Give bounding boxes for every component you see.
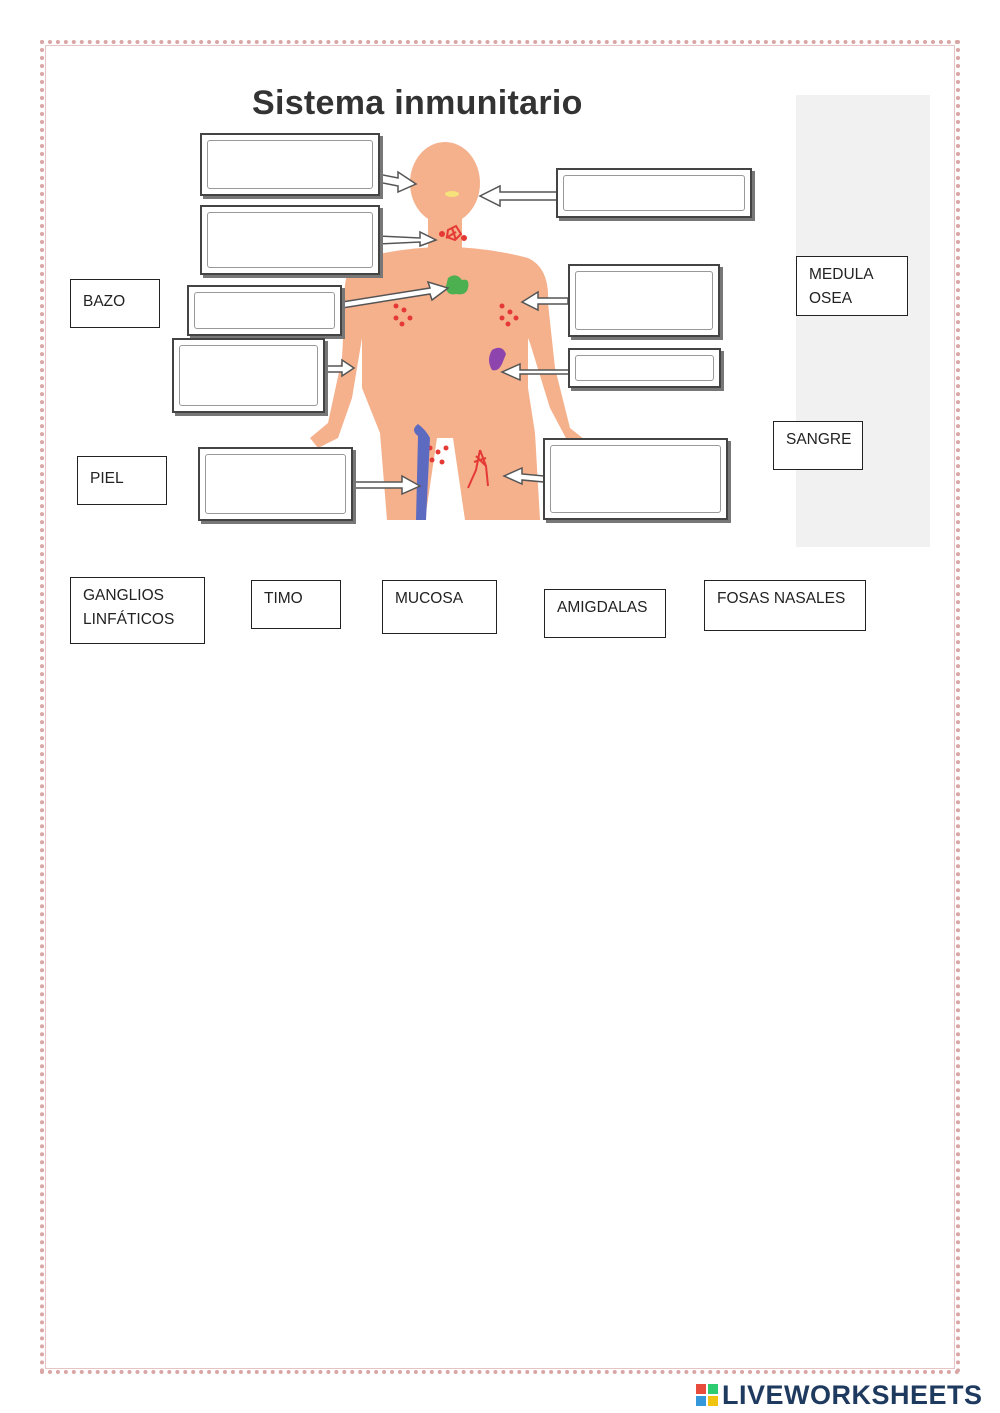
word-amigdalas[interactable] [544,589,666,638]
word-amigdalas-label: AMIGDALAS [557,599,648,616]
answer-box-6[interactable] [172,338,325,413]
answer-box-8[interactable] [198,447,353,521]
answer-box-7[interactable] [568,348,721,388]
word-medula-osea[interactable] [796,256,908,316]
word-ganglios[interactable] [70,577,205,644]
word-ganglios-line1: GANGLIOS [83,587,164,604]
word-medula-line2: OSEA [809,290,853,307]
word-medula-line1: MEDULA [809,266,874,283]
answer-box-1[interactable] [200,133,380,196]
word-ganglios-line2: LINFÁTICOS [83,611,175,628]
answer-box-3[interactable] [200,205,380,275]
word-bazo-label: BAZO [83,293,126,310]
answer-box-5[interactable] [568,264,720,337]
word-bazo[interactable] [70,279,160,328]
brand-name: LIVEWORKSHEETS [722,1379,983,1410]
word-piel[interactable] [77,456,167,505]
diagram-title: Sistema inmunitario [252,84,583,122]
word-piel-label: PIEL [90,470,124,487]
word-sangre-label: SANGRE [786,431,852,448]
word-mucosa[interactable] [382,580,497,634]
answer-box-2[interactable] [556,168,752,218]
word-timo-label: TIMO [264,590,303,607]
word-fosas-nasales[interactable] [704,580,866,631]
word-sangre[interactable] [773,421,863,470]
liveworksheets-logo [696,1378,983,1412]
nasal-mark [445,191,459,197]
word-mucosa-label: MUCOSA [395,590,464,607]
word-fosas-label: FOSAS NASALES [717,590,846,607]
answer-box-4[interactable] [187,285,342,336]
logo-squares-icon [696,1384,718,1406]
answer-box-9[interactable] [543,438,728,520]
word-timo[interactable] [251,580,341,629]
